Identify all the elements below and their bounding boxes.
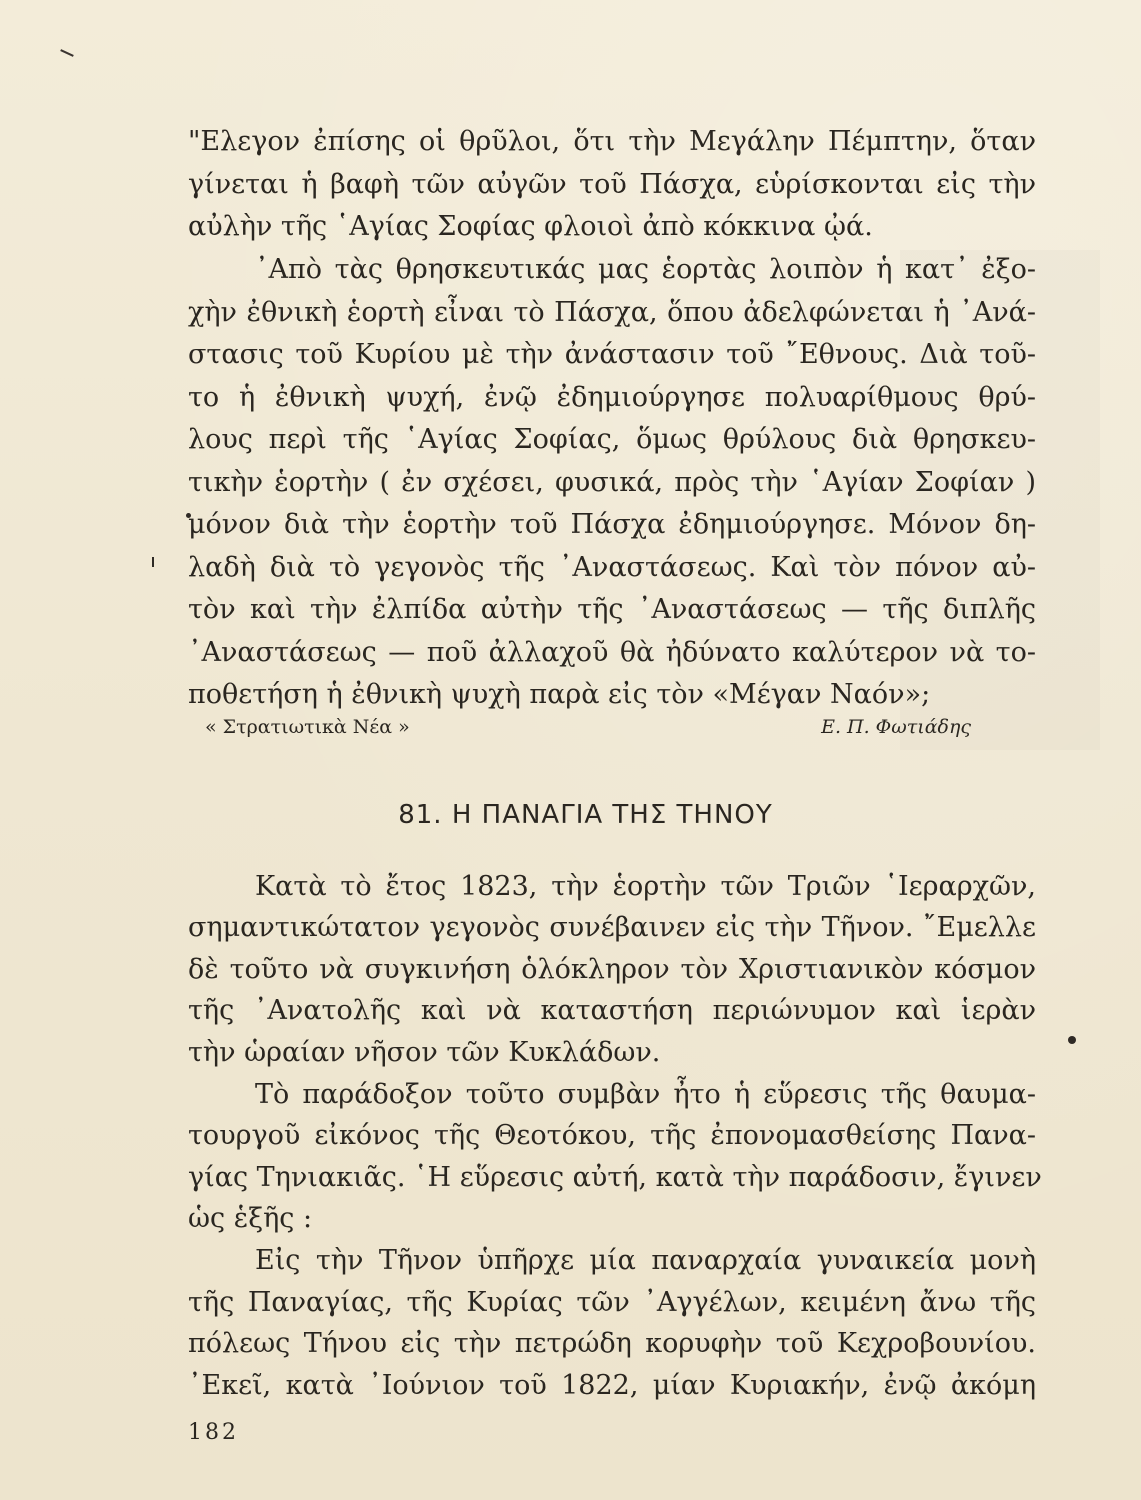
source-citation: « Στρατιωτικὰ Νέα » [205, 716, 410, 738]
text-line: αὐλὴν τῆς ῾Αγίας Σοφίας φλοιοὶ ἀπὸ κόκκινα ᾠά. [188, 211, 873, 242]
text-line: τῆς Παναγίας, τῆς Κυρίας τῶν ᾿Αγγέλων, κειμένη ἄνω τῆς [188, 1287, 1036, 1318]
text-line: τικὴν ἑορτὴν ( ἐν σχέσει, φυσικά, πρὸς τὴν ῾Αγίαν Σοφίαν ) [188, 467, 1036, 498]
text-line: γίνεται ἡ βαφὴ τῶν αὐγῶν τοῦ Πάσχα, εὑρίσκονται εἰς τὴν [188, 169, 1036, 200]
text-line: ὡς ἑξῆς : [188, 1203, 313, 1234]
author-signature: Ε. Π. Φωτιάδης [821, 716, 971, 738]
text-line: γίας Τηνιακιᾶς. ῾Η εὕρεσις αὐτή, κατὰ τὴν παράδοσιν, ἔγινεν [188, 1162, 1042, 1193]
text-line: μόνον διὰ τὴν ἑορτὴν τοῦ Πάσχα ἐδημιούργησε. Μόνον δη- [188, 509, 1036, 540]
text-line: τὸν καὶ τὴν ἐλπίδα αὐτὴν τῆς ᾿Αναστάσεως — τῆς διπλῆς [188, 594, 1036, 625]
text-line: λους περὶ τῆς ῾Αγίας Σοφίας, ὅμως θρύλους διὰ θρησκευ- [188, 424, 1036, 455]
text-line: το ἡ ἐθνικὴ ψυχή, ἐνῷ ἐδημιούργησε πολυαρίθμους θρύ- [188, 382, 1036, 413]
text-line: τῆς ᾿Ανατολῆς καὶ νὰ καταστήση περιώνυμον καὶ ἱερὰν [188, 995, 1036, 1026]
page-number: 182 [188, 1420, 239, 1445]
text-line: τουργοῦ εἰκόνος τῆς Θεοτόκου, τῆς ἐπονομασθείσης Πανα- [188, 1120, 1036, 1151]
text-line: ᾿Εκεῖ, κατὰ ᾿Ιούνιον τοῦ 1822, μίαν Κυριακήν, ἐνῷ ἀκόμη [188, 1370, 1036, 1401]
margin-tick-left [152, 557, 154, 567]
text-line: "Ελεγον ἐπίσης οἱ θρῦλοι, ὅτι τὴν Μεγάλην Πέμπτην, ὅταν [188, 126, 1036, 157]
text-line: Κατὰ τὸ ἔτος 1823, τὴν ἑορτὴν τῶν Τριῶν ῾Ιεραρχῶν, [255, 871, 1036, 902]
text-line: ᾿Αναστάσεως — ποῦ ἀλλαχοῦ θὰ ἠδύνατο καλύτερον νὰ το- [188, 637, 1036, 668]
text-line: πόλεως Τήνου εἰς τὴν πετρώδη κορυφὴν τοῦ Κεχροβουνίου. [188, 1328, 1036, 1359]
text-line: στασις τοῦ Κυρίου μὲ τὴν ἀνάστασιν τοῦ ῎Εθνους. Διὰ τοῦ- [188, 339, 1036, 370]
text-line: σημαντικώτατον γεγονὸς συνέβαινεν εἰς τὴν Τῆνον. ῎Εμελλε [188, 912, 1036, 943]
chapter-heading: 81. Η ΠΑΝΑΓΙΑ ΤΗΣ ΤΗΝΟΥ [398, 800, 773, 830]
margin-dot-right [1068, 1036, 1076, 1044]
text-line: δὲ τοῦτο νὰ συγκινήση ὁλόκληρον τὸν Χριστιανικὸν κόσμον [188, 954, 1036, 985]
text-line: τὴν ὡραίαν νῆσον τῶν Κυκλάδων. [188, 1037, 661, 1068]
text-line: ποθετήση ἡ ἐθνικὴ ψυχὴ παρὰ εἰς τὸν «Μέγαν Ναόν»; [188, 679, 931, 710]
stray-mark-top [60, 49, 74, 57]
text-line: Εἰς τὴν Τῆνον ὑπῆρχε μία παναρχαία γυναικεία μονὴ [255, 1245, 1036, 1276]
text-line: λαδὴ διὰ τὸ γεγονὸς τῆς ᾿Αναστάσεως. Καὶ τὸν πόνον αὐ- [188, 552, 1036, 583]
text-line: ᾿Απὸ τὰς θρησκευτικάς μας ἑορτὰς λοιπὸν ἡ κατ᾿ ἐξο- [255, 254, 1036, 285]
text-line: χὴν ἐθνικὴ ἑορτὴ εἶναι τὸ Πάσχα, ὅπου ἀδελφώνεται ἡ ᾿Ανά- [188, 297, 1036, 328]
text-line: Τὸ παράδοξον τοῦτο συμβὰν ἦτο ἡ εὕρεσις τῆς θαυμα- [255, 1079, 1036, 1110]
